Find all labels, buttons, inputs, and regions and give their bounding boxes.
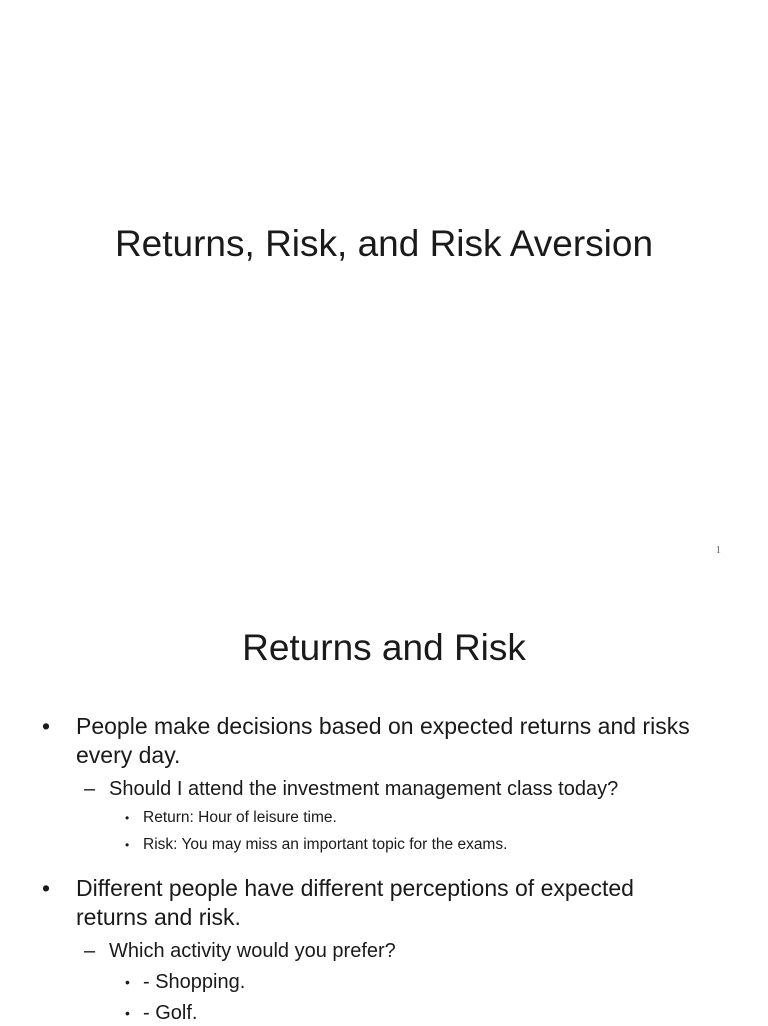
bullet-marker: • — [125, 1005, 130, 1021]
sub-sub-bullet-text: Risk: You may miss an important topic for the exams. — [143, 836, 508, 853]
sub-sub-bullet-text: - Shopping. — [143, 971, 246, 993]
bullet-marker: • — [125, 974, 130, 990]
sub-bullet-item — [0, 776, 768, 802]
sub-bullet-text: Which activity would you prefer? — [109, 940, 396, 962]
bullet-marker: • — [125, 811, 130, 825]
dash-marker: – — [84, 778, 96, 800]
slide-1-title: Returns, Risk, and Risk Aversion — [114, 223, 654, 264]
bullet-list — [0, 712, 768, 1026]
sub-sub-bullet-item — [0, 807, 768, 829]
page-number: 1 — [715, 544, 721, 556]
slide-2-title: Returns and Risk — [242, 627, 526, 668]
sub-sub-bullet-text: - Golf. — [143, 1002, 198, 1024]
bullet-marker: • — [42, 713, 51, 739]
sub-sub-bullet-item — [0, 969, 768, 995]
sub-bullet-item — [0, 938, 768, 964]
sub-sub-bullet-item — [0, 1000, 768, 1026]
bullet-marker: • — [125, 838, 130, 852]
sub-sub-bullet-item — [0, 834, 768, 856]
sub-sub-bullet-text: Return: Hour of leisure time. — [143, 809, 337, 826]
sub-bullet-text: Should I attend the investment management class today? — [109, 778, 619, 800]
slide-2 — [0, 575, 768, 1024]
bullet-marker: • — [42, 875, 51, 901]
dash-marker: – — [84, 940, 96, 962]
bullet-text: Different people have different perceptions of expected returns and risk. — [76, 875, 634, 930]
bullet-item — [0, 874, 768, 932]
bullet-item — [0, 712, 768, 770]
bullet-text: People make decisions based on expected returns and risks every day. — [76, 713, 690, 768]
